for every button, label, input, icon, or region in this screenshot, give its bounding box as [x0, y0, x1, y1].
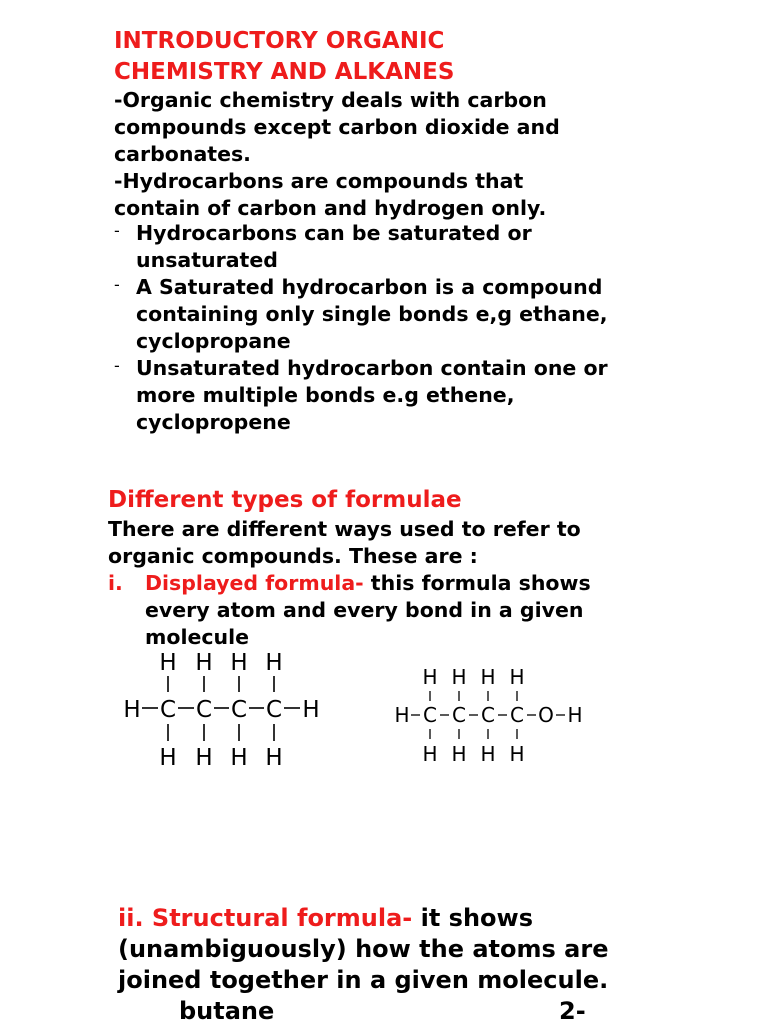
butanol-displayed-formula — [390, 663, 590, 768]
intro-line: compounds except carbon dioxide and — [114, 115, 560, 139]
atom-c: C — [195, 697, 213, 723]
atom-h: H — [422, 665, 438, 689]
structural-formula-paragraph — [118, 903, 678, 996]
atom-h: H — [159, 745, 177, 770]
atom-h: H — [159, 650, 177, 676]
dash-marker: - — [114, 356, 120, 375]
atom-h: H — [480, 665, 496, 689]
atom-h: H — [509, 742, 525, 766]
atom-h: H — [451, 742, 467, 766]
intro-line: -Hydrocarbons are compounds that — [114, 169, 524, 193]
formulae-intro-line: organic compounds. These are : — [108, 544, 478, 568]
atom-h: H — [195, 650, 213, 676]
atom-c: C — [452, 703, 466, 727]
term-description: it shows — [412, 904, 533, 932]
atom-c: C — [159, 697, 177, 723]
atom-h: H — [265, 745, 283, 770]
atom-h: H — [422, 742, 438, 766]
title-line-1: INTRODUCTORY ORGANIC — [114, 28, 445, 54]
bullet-list — [114, 220, 676, 436]
atom-c: C — [230, 697, 248, 723]
atom-h: H — [230, 745, 248, 770]
bullet-line: cyclopropane — [136, 329, 291, 353]
dash-marker: - — [114, 275, 120, 294]
intro-line: carbonates. — [114, 142, 251, 166]
butane-displayed-formula — [115, 645, 335, 770]
roman-item-line: molecule — [145, 625, 250, 649]
roman-numeral: i. — [108, 571, 123, 595]
term-label: ii. Structural formula- — [118, 904, 413, 932]
roman-item-1 — [108, 570, 668, 651]
bullet-line: Unsaturated hydrocarbon contain one or — [136, 356, 608, 380]
atom-h: H — [265, 650, 283, 676]
compound-name-prefix: 2- — [559, 997, 586, 1025]
atom-h: H — [567, 703, 583, 727]
atom-c: C — [510, 703, 524, 727]
atom-h: H — [123, 697, 141, 723]
intro-line: -Organic chemistry deals with carbon — [114, 88, 547, 112]
atom-c: C — [423, 703, 437, 727]
intro-paragraph-2 — [114, 168, 546, 222]
list-item — [114, 220, 676, 274]
formulae-intro-line: There are different ways used to refer to — [108, 517, 581, 541]
roman-item-line: every atom and every bond in a given — [145, 598, 584, 622]
atom-h: H — [230, 650, 248, 676]
term-description: this formula shows — [363, 571, 591, 595]
structural-line — [118, 903, 678, 934]
atom-h: H — [509, 665, 525, 689]
structural-line: joined together in a given molecule. — [118, 966, 609, 994]
compound-name-butane: butane — [179, 997, 275, 1025]
atom-c: C — [481, 703, 495, 727]
dash-marker: - — [114, 221, 120, 240]
bullet-line: Hydrocarbons can be saturated or — [136, 221, 532, 245]
atom-c: C — [265, 697, 283, 723]
structural-line: (unambiguously) how the atoms are — [118, 935, 609, 963]
title-line-2: CHEMISTRY AND ALKANES — [114, 59, 455, 85]
bullet-line: cyclopropene — [136, 410, 291, 434]
term-label: Displayed formula- — [145, 571, 364, 595]
bullet-line: containing only single bonds e,g ethane, — [136, 302, 608, 326]
atom-o: O — [538, 703, 554, 727]
list-item — [114, 274, 676, 355]
intro-paragraph-1 — [114, 87, 560, 168]
section-heading: Different types of formulae — [108, 487, 462, 513]
bullet-line: more multiple bonds e.g ethene, — [136, 383, 515, 407]
atom-h: H — [195, 745, 213, 770]
atom-h: H — [480, 742, 496, 766]
atom-h: H — [302, 697, 320, 723]
roman-item-text — [108, 570, 668, 597]
bullet-line: A Saturated hydrocarbon is a compound — [136, 275, 603, 299]
formulae-intro — [108, 516, 581, 570]
bullet-line: unsaturated — [136, 248, 278, 272]
atom-h: H — [451, 665, 467, 689]
intro-line: contain of carbon and hydrogen only. — [114, 196, 547, 220]
atom-h: H — [394, 703, 410, 727]
list-item — [114, 355, 676, 436]
title — [114, 26, 454, 88]
